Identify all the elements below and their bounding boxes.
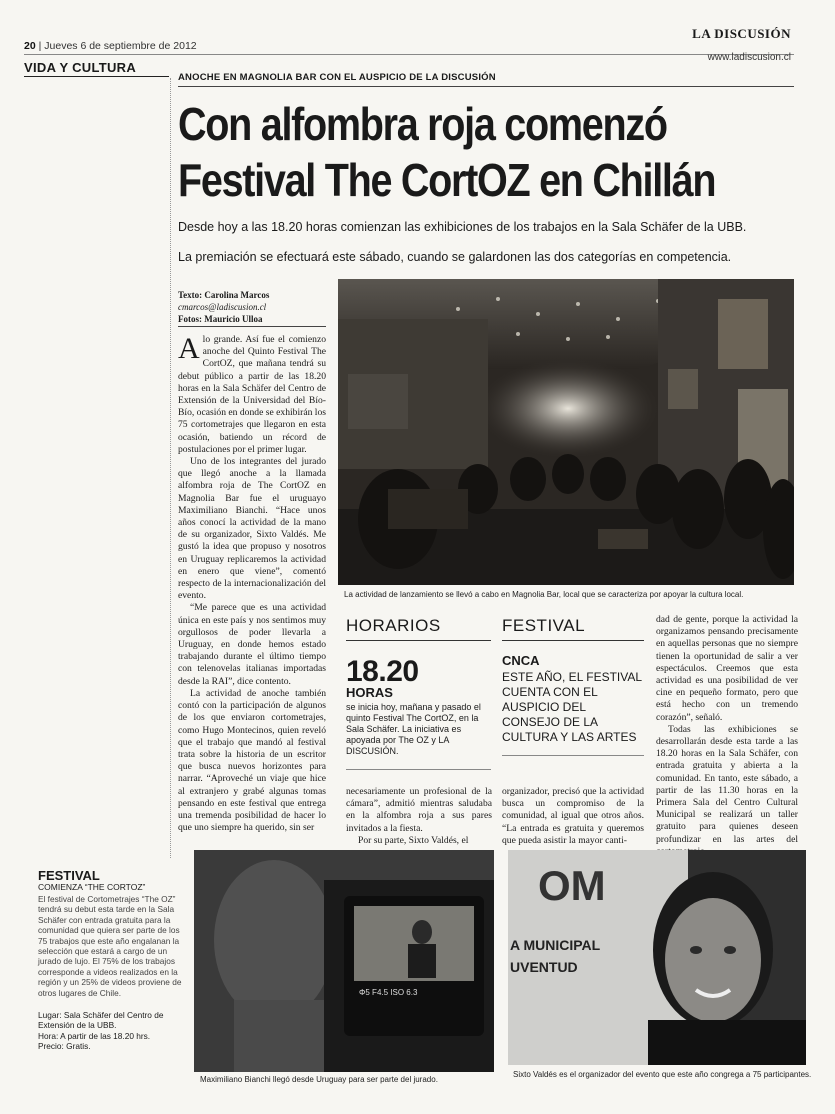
sidebar-lugar: Lugar: Sala Schäfer del Centro de Extensión de la UBB. bbox=[38, 1010, 164, 1031]
sign-text-1: OM bbox=[538, 862, 606, 909]
photo-valdes bbox=[508, 850, 806, 1065]
horarios-title: HORARIOS bbox=[346, 616, 441, 635]
col2-paragraph-1: necesariamente un profesional de la cámara”, admitió mientras saludaba en la alfombra roja a sus pares invitados a la fiesta. bbox=[346, 786, 492, 834]
festival-org: CNCA bbox=[502, 653, 540, 668]
article-column-4 bbox=[656, 614, 798, 858]
sign-text-3: UVENTUD bbox=[510, 959, 578, 975]
festival-rule bbox=[502, 640, 644, 641]
paragraph-4: La actividad de anoche también contó con la participación de algunos de los que enviaron cortometrajes, como Hugo Montecinos, quien reveló que el trabajo que mandó al festival trata sobre la historia de un escritor que busca nuevos horizontes para narrar. “Aproveché un viaje que hice al extranjero y grabé algunas tomas pensando en este festival que entrega una tremenda posibilidad de hacer lo que uno siempre ha querido, sin ser bbox=[178, 687, 326, 834]
byline bbox=[178, 289, 269, 325]
article-column-2 bbox=[346, 786, 492, 847]
section-name: VIDA Y CULTURA bbox=[24, 60, 137, 75]
paragraph-1 bbox=[178, 334, 326, 456]
byline-photos: Fotos: Mauricio Ulloa bbox=[178, 314, 263, 324]
festival-text: ESTE AÑO, EL FESTIVAL CUENTA CON EL AUSPICIO DEL CONSEJO DE LA CULTURA Y LAS ARTES bbox=[502, 670, 642, 744]
byline-rule bbox=[178, 326, 326, 327]
sidebar-precio: Precio: Gratis. bbox=[38, 1041, 91, 1052]
article-deck-2: La premiación se efectuará este sábado, cuando se galardonen las dos categorías en competencia. bbox=[178, 250, 732, 264]
article-column-1 bbox=[178, 334, 326, 849]
horarios-unit: HORAS bbox=[346, 685, 393, 700]
article-kicker: ANOCHE EN MAGNOLIA BAR CON EL AUSPICIO DE LA DISCUSIÓN bbox=[178, 72, 496, 83]
col2-paragraph-2: Por su parte, Sixto Valdés, el bbox=[358, 834, 469, 846]
col4-paragraph-2: Todas las exhibiciones se desarrollarán desde esta tarde a las 18.20 horas en la Sala Schäfer, con entrada gratuita y abierta a la comunidad. En tanto, este sábado, a partir de las 11.30 horas en la Primera Sala del Centro Cultural Municipal se realizará un taller gratuito para quienes deseen profundizar en las artes del bbox=[656, 723, 798, 845]
headline-line-2: Festival The CortOZ en Chillán bbox=[178, 154, 716, 206]
byline-email: cmarcos@ladiscusion.cl bbox=[178, 302, 267, 312]
page-header-left bbox=[24, 40, 197, 52]
sidebar-hora: Hora: A partir de las 18.20 hrs. bbox=[38, 1030, 151, 1041]
article-deck-1: Desde hoy a las 18.20 horas comienzan las exhibiciones de los trabajos en la Sala Schäfer de la UBB. bbox=[178, 220, 747, 234]
photo-bianchi bbox=[194, 850, 494, 1072]
publication-name: LA DISCUSIÓN bbox=[692, 26, 791, 41]
horarios-box bbox=[346, 616, 491, 770]
horarios-time: 18.20 bbox=[346, 655, 419, 688]
festival-title: FESTIVAL bbox=[502, 616, 586, 635]
bianchi-camera-image bbox=[194, 850, 494, 1072]
article-column-3 bbox=[502, 786, 644, 847]
drop-cap: A bbox=[178, 334, 200, 365]
sidebar-subtitle: COMIENZA “THE CORTOZ” bbox=[38, 882, 146, 892]
issue-date: Jueves 6 de septiembre de 2012 bbox=[44, 40, 197, 52]
sign-text-2: A MUNICIPAL bbox=[510, 937, 601, 953]
col3-paragraph-1: organizador, precisó que la actividad busca un compromiso de la comunidad, al igual que otros años. “La entrada es gratuita y queremos que pueda asistir la mayor canti- bbox=[502, 786, 644, 846]
photo-magnolia-caption: La actividad de lanzamiento se llevó a cabo en Magnolia Bar, local que se caracteriza por apoyar la cultura local. bbox=[344, 590, 744, 599]
column-divider bbox=[170, 78, 171, 858]
kicker-rule bbox=[178, 86, 794, 87]
horarios-rule bbox=[346, 640, 491, 641]
page-number: 20 bbox=[24, 40, 36, 52]
header-rule bbox=[24, 54, 794, 55]
photo-valdes-caption: Sixto Valdés es el organizador del evento que este año congrega a 75 participantes. bbox=[513, 1070, 812, 1079]
bar-interior-image bbox=[338, 279, 794, 585]
paragraph-2: Uno de los integrantes del jurado que llegó anoche a la llamada alfombra roja de The CortOZ en Magnolia Bar fue el uruguayo Maximiliano Bianchi. “Hace unos años conocí la actividad de la mano de su organizador, Sixto Valdés. Me gustó la idea que propuso y nosotros en Uruguay replicaremos la actividad en enero que viene”, comentó respecto de la internacionalización del evento. bbox=[178, 456, 326, 602]
camera-readout: Φ5 F4.5 ISO 6.3 bbox=[359, 988, 418, 997]
article-headline bbox=[178, 96, 716, 208]
publication-url: www.ladiscusion.cl bbox=[707, 52, 791, 63]
paragraph-3: “Me parece que es una actividad única en este país y nos sentimos muy orgullosos de poder llevarla a Uruguay, en donde hemos estado trabajando durante el último tiempo con telenovelas italianas importadas desde la RAI”, dice contento. bbox=[178, 602, 326, 687]
horarios-bottom-rule bbox=[346, 769, 491, 770]
headline-line-1: Con alfombra roja comenzó bbox=[178, 98, 667, 150]
horarios-text: se inicia hoy, mañana y pasado el quinto Festival The CortOZ, en la Sala Schäfer. La iniciativa es apoyada por The OZ y LA DISCUSIÓN. bbox=[346, 702, 481, 756]
photo-magnolia-bar bbox=[338, 279, 794, 585]
sidebar-title: FESTIVAL bbox=[38, 868, 100, 883]
festival-bottom-rule bbox=[502, 755, 644, 756]
paragraph-1-text: lo grande. Así fue el comienzo anoche del Quinto Festival The CortOZ, que mañana tendrá su debut público a partir de las 18.20 horas en la Sala Schäfer del Centro de Extensión de la Universidad del Bío-Bío, ocasión en donde se exhibirán los 75 cortometrajes que llegaron en esta ocasión, batiendo un récord de postulaciones por el primer lugar. bbox=[178, 334, 326, 455]
festival-sidebar bbox=[38, 868, 186, 1052]
byline-author: Texto: Carolina Marcos bbox=[178, 290, 270, 300]
section-rule bbox=[24, 76, 169, 77]
valdes-portrait-image bbox=[508, 850, 806, 1065]
photo-bianchi-caption: Maximiliano Bianchi llegó desde Uruguay para ser parte del jurado. bbox=[200, 1075, 438, 1084]
header-separator: | bbox=[38, 40, 45, 52]
festival-box bbox=[502, 616, 644, 756]
col4-paragraph-1: dad de gente, porque la actividad la organizamos pensando precisamente en aquellas personas que no siempre tienen la oportunidad de salir a ver espectáculos. Creemos que esta actividad es una posibilidad de ver cine en pequeño formato, pero que está hecho con un tremendo corazón”, señaló. bbox=[656, 614, 798, 723]
sidebar-text: El festival de Cortometrajes “The OZ” tendrá su debut esta tarde en la Sala Schäfer con entrada gratuita para la comunidad que quiera ser parte de los 75 trabajos que este año engalanan la selección que estará a cargo de un jurado de lujo. El 75% de los trabajos corresponde a videos realizados en la región y un 25% de videos proviene de otros lugares de Chile. bbox=[38, 894, 182, 998]
